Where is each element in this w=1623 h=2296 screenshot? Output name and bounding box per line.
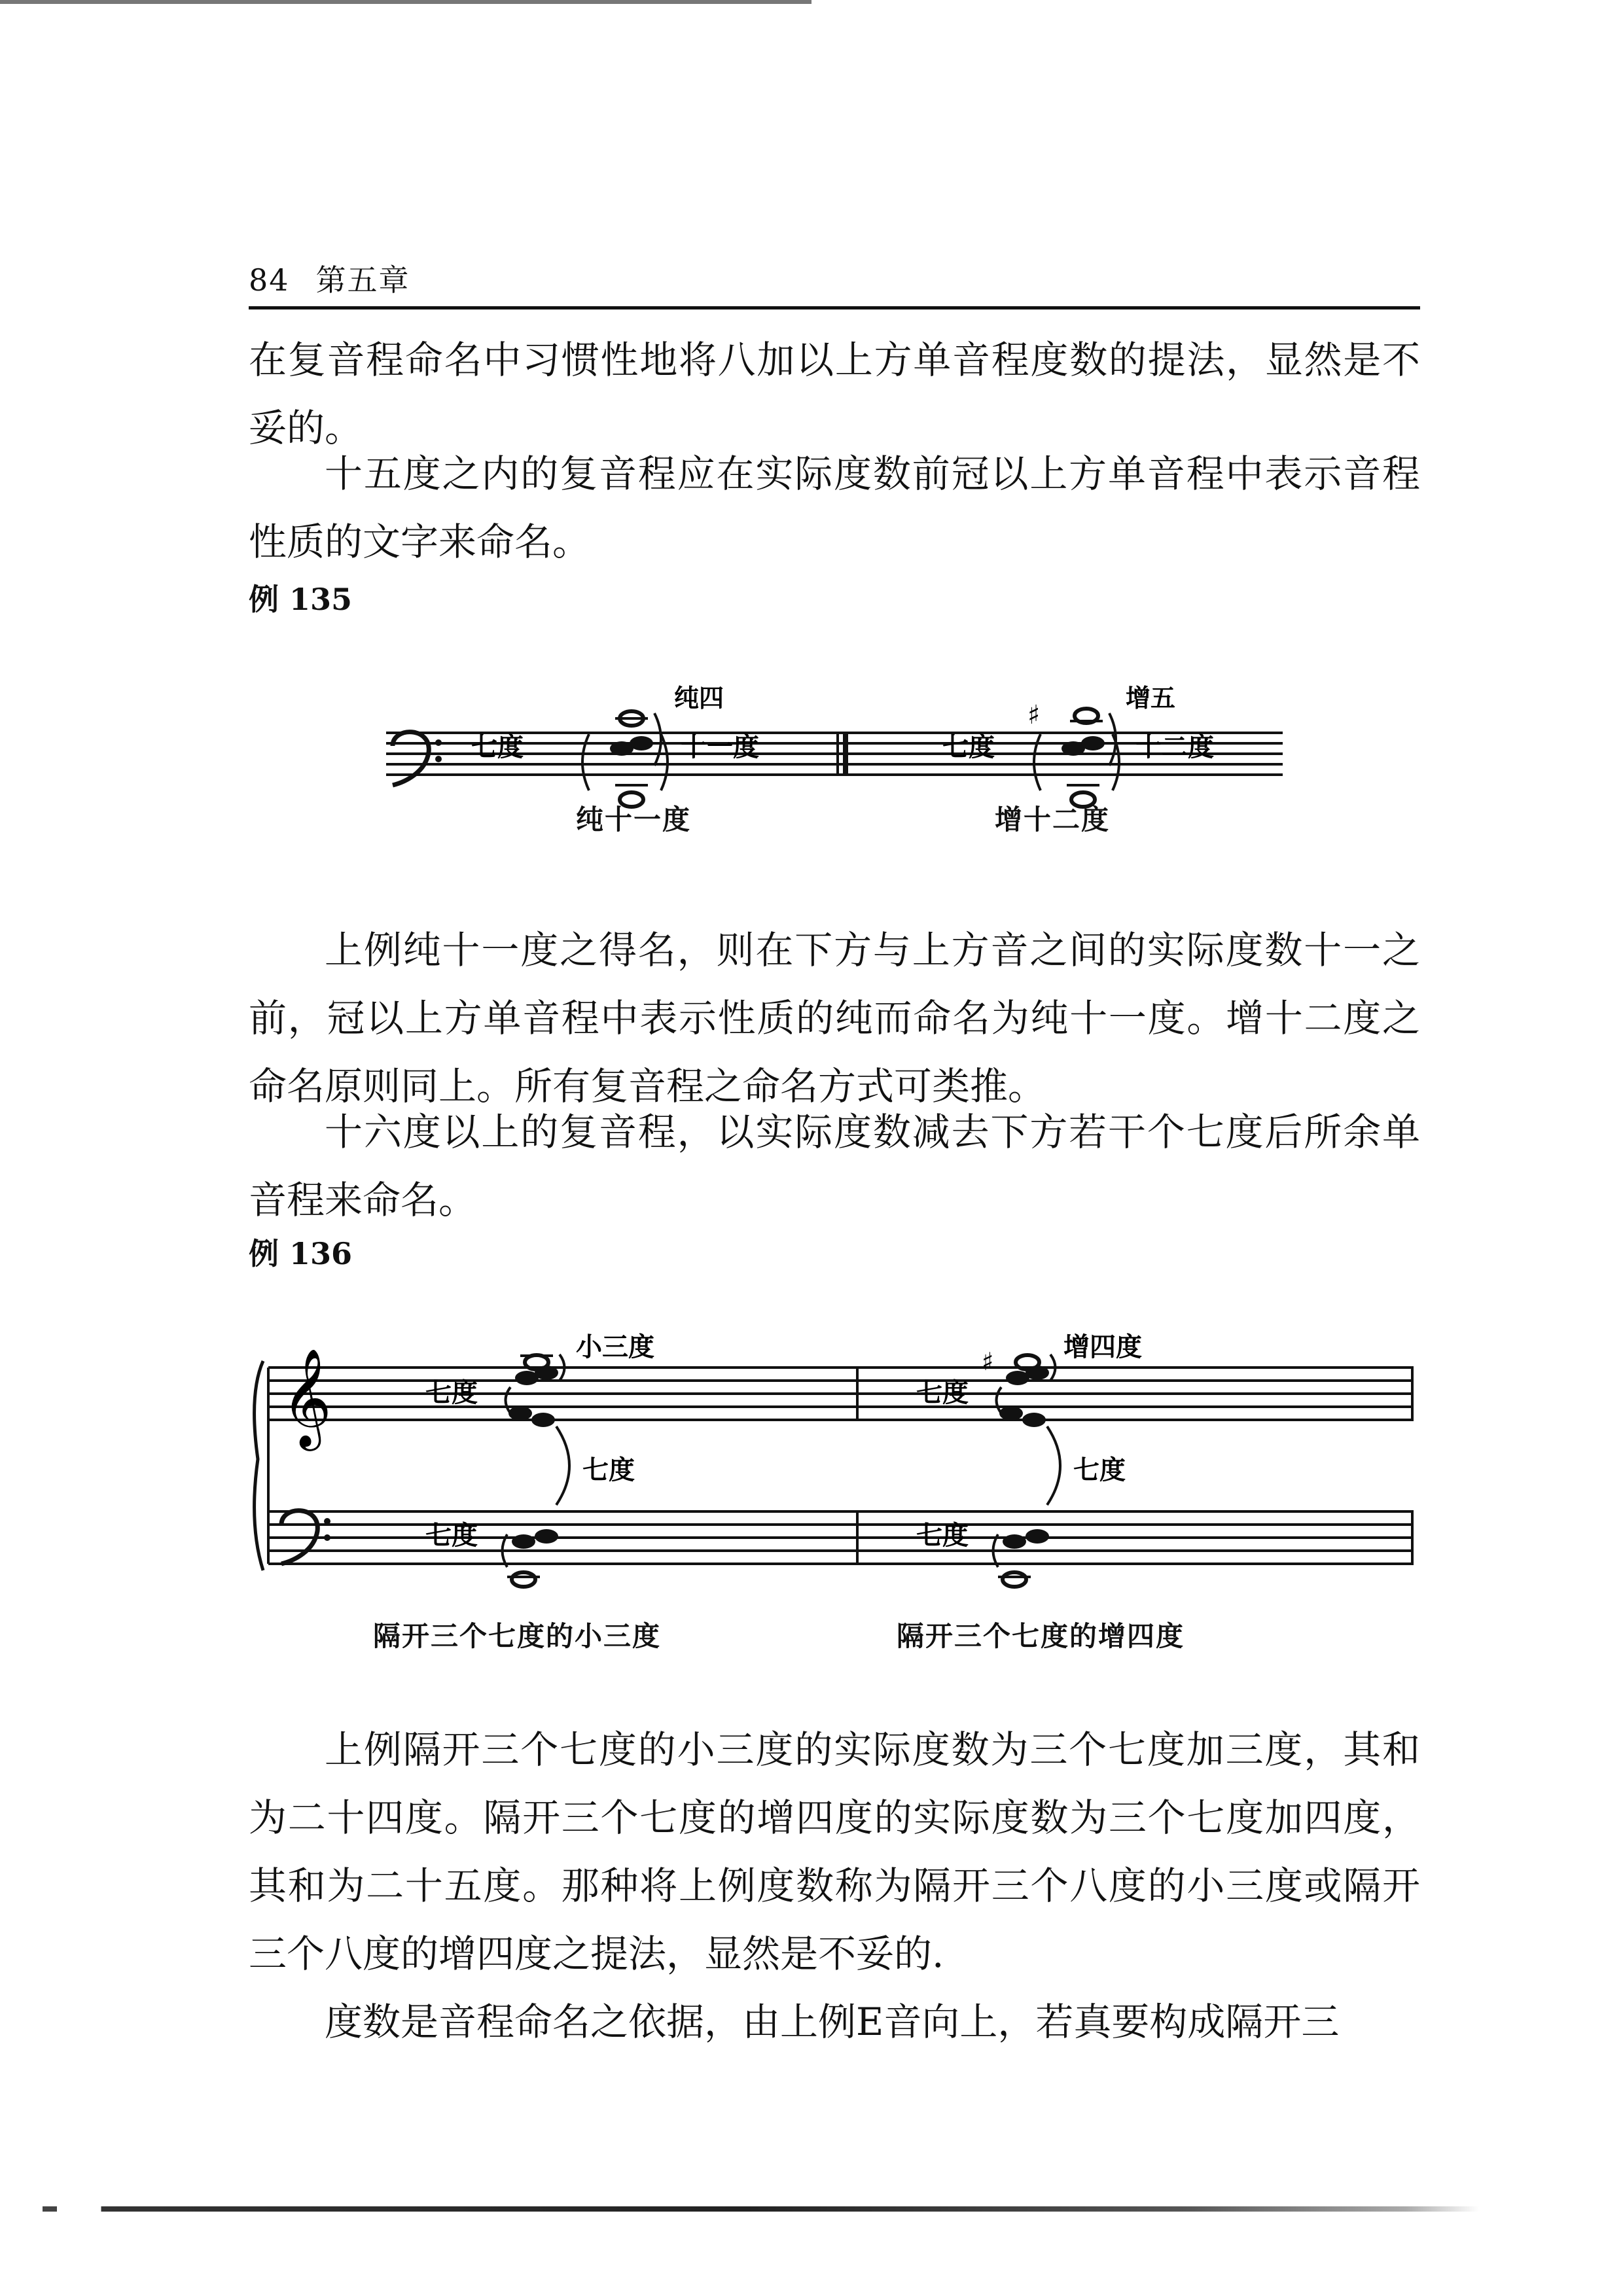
note-mid4-right (1022, 1413, 1046, 1427)
seventh-upper-left: 七度 (425, 1377, 478, 1408)
sharp-icon: ♯ (1027, 699, 1041, 730)
paragraph-1: 在复音程命名中习惯性地将八加以上方单音程度数的提法，显然是不妥的。 (249, 338, 1420, 450)
example-136-caption-left: 隔开三个七度的小三度 (373, 1620, 662, 1652)
example-135-label: 例 135 (249, 582, 353, 617)
bass-clef-icon (393, 732, 442, 785)
note-low2-right (1026, 1529, 1049, 1544)
scan-bottom-edge (13, 2206, 1479, 2212)
running-header (249, 256, 410, 300)
note-low2-left (535, 1529, 558, 1544)
note-bottom-left (512, 1572, 535, 1587)
note-low1-right (1003, 1534, 1026, 1549)
page-number: 84 (249, 262, 290, 298)
example-135-staff (380, 674, 1296, 857)
paragraph-4: 十六度以上的复音程，以实际度数减去下方若干个七度后所余单音程来命名。 (249, 1110, 1420, 1222)
note-mid2-left (535, 1366, 558, 1380)
note-mid2-right (1026, 1366, 1049, 1380)
example-136-caption-right: 隔开三个七度的增四度 (897, 1620, 1185, 1652)
note-low1-left (512, 1534, 535, 1549)
chapter-title: 第五章 (315, 262, 410, 298)
sharp-icon-2: ♯ (982, 1347, 994, 1376)
example-135-caption-left: 纯十一度 (576, 804, 692, 836)
paragraph-6: 度数是音程命名之依据，由上例E音向上，若真要构成隔开三 (325, 2000, 1340, 2044)
seventh-label-left: 七度 (471, 732, 524, 762)
seventh-lower-right: 七度 (916, 1520, 969, 1551)
example-135-caption-right: 增十二度 (995, 804, 1111, 836)
example-136-label: 例 136 (249, 1236, 353, 1271)
note-middle-left-2 (630, 736, 653, 751)
upper-interval-136-right: 增四度 (1063, 1332, 1142, 1362)
seventh-label-right: 七度 (942, 732, 995, 762)
paragraph-2: 十五度之内的复音程应在实际度数前冠以上方单音程中表示音程性质的文字来命名。 (249, 451, 1420, 564)
seventh-middle-right: 七度 (1073, 1455, 1126, 1485)
upper-interval-right: 增五 (1126, 683, 1176, 713)
note-middle-right-2 (1081, 736, 1105, 751)
note-mid4-left (531, 1413, 555, 1427)
brace-icon (255, 1361, 263, 1570)
actual-interval-right: 十二度 (1135, 732, 1214, 762)
treble-clef-icon: 𝄞 (281, 1347, 332, 1447)
seventh-upper-right: 七度 (916, 1377, 969, 1408)
note-mid3-left (508, 1406, 532, 1421)
paragraph-5: 上例隔开三个七度的小三度的实际度数为三个七度加三度，其和为二十四度。隔开三个七度的增四度的实际度数为三个七度加四度，其和为二十五度。那种将上例度数称为隔开三个八度的小三度或隔开三个八度的增四度之提法，显然是不妥的. (249, 1727, 1420, 1976)
seventh-middle-left: 七度 (582, 1455, 635, 1485)
note-mid3-right (999, 1406, 1023, 1421)
example-136-grand-staff (249, 1315, 1427, 1603)
scan-top-edge (0, 0, 812, 4)
upper-interval-136-left: 小三度 (576, 1332, 654, 1362)
header-rule (249, 306, 1420, 309)
upper-interval-left: 纯四 (674, 683, 724, 713)
paragraph-3: 上例纯十一度之得名，则在下方与上方音之间的实际度数十一之前，冠以上方单音程中表示性质的纯而命名为纯十一度。增十二度之命名原则同上。所有复音程之命名方式可类推。 (249, 928, 1420, 1108)
note-bottom-right (1003, 1572, 1026, 1587)
actual-interval-left: 十一度 (681, 732, 759, 762)
seventh-lower-left: 七度 (425, 1520, 478, 1551)
